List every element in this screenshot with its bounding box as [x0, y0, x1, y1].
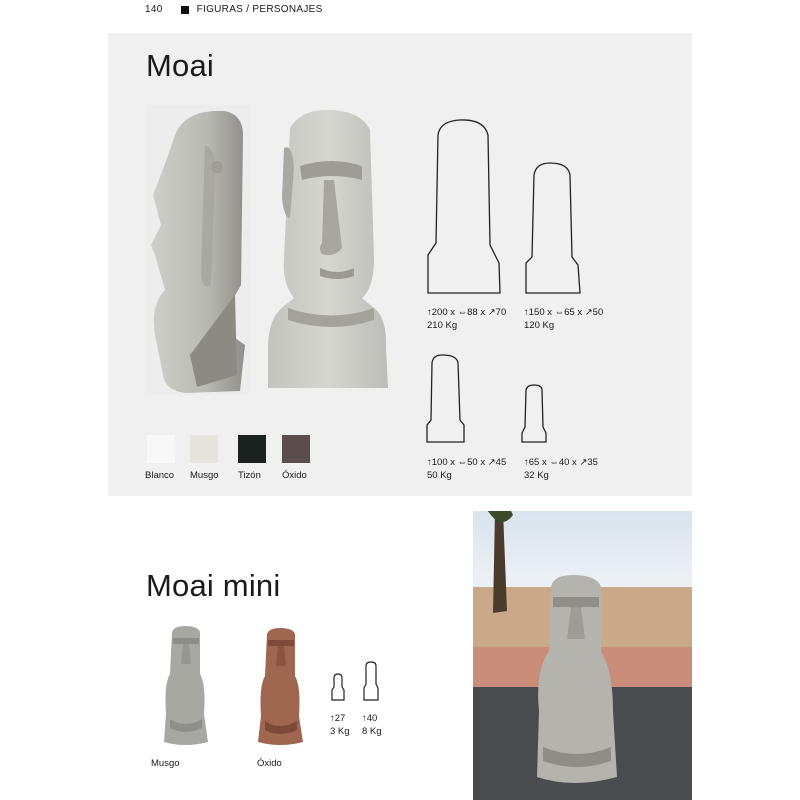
mini-size-spec-2 [362, 712, 382, 738]
size-spec-3 [427, 456, 506, 482]
moai-mini-beach-photo [473, 511, 692, 800]
outline-mini-40 [364, 662, 378, 700]
size-dims: ↑150 x ⇔65 x ↗50 [524, 307, 604, 318]
square-bullet-icon [181, 6, 189, 14]
size-dims: ↑65 x ⇔40 x ↗35 [524, 457, 598, 468]
swatch-label-blanco: Blanco [145, 470, 175, 481]
swatch-tizon[interactable] [238, 435, 266, 463]
section-title: FIGURAS / PERSONAJES [196, 4, 323, 15]
swatch-label-oxido: Óxido [282, 470, 307, 481]
size-spec-4 [524, 456, 598, 482]
swatch-label-tizon: Tizón [238, 470, 261, 481]
size-spec-1 [427, 306, 506, 332]
moai-mini-musgo-photo [160, 624, 210, 749]
size-weight: 120 Kg [524, 320, 555, 331]
mini-size-height: ↑27 [330, 713, 346, 724]
outline-100 [427, 355, 464, 442]
mini-label-oxido: Óxido [257, 758, 282, 769]
moai-mini-oxido-photo [255, 626, 305, 748]
size-weight: 210 Kg [427, 320, 458, 331]
size-spec-2 [524, 306, 603, 332]
size-dims: ↑200 x ⇔88 x ↗70 [427, 307, 507, 318]
mini-size-weight: 3 Kg [330, 726, 350, 737]
moai-side-photo [145, 105, 250, 395]
outline-200 [428, 120, 500, 293]
size-weight: 50 Kg [427, 470, 452, 481]
mini-size-spec-1 [330, 712, 350, 738]
outline-mini-27 [332, 674, 344, 700]
swatch-label-musgo: Musgo [190, 470, 219, 481]
page-number: 140 [145, 4, 163, 15]
moai-title: Moai [146, 48, 214, 83]
outline-65 [522, 385, 546, 442]
size-outlines [420, 115, 620, 455]
moai-mini-title: Moai mini [146, 568, 281, 603]
moai-front-photo [262, 108, 392, 393]
swatch-musgo[interactable] [190, 435, 218, 463]
size-dims: ↑100 x ⇔50 x ↗45 [427, 457, 507, 468]
mini-label-musgo: Musgo [151, 758, 180, 769]
page-header [145, 4, 323, 15]
swatch-blanco[interactable] [147, 435, 175, 463]
outline-150 [526, 163, 580, 293]
swatch-oxido[interactable] [282, 435, 310, 463]
mini-size-weight: 8 Kg [362, 726, 382, 737]
mini-size-outlines [328, 660, 388, 705]
size-weight: 32 Kg [524, 470, 549, 481]
mini-size-height: ↑40 [362, 713, 378, 724]
